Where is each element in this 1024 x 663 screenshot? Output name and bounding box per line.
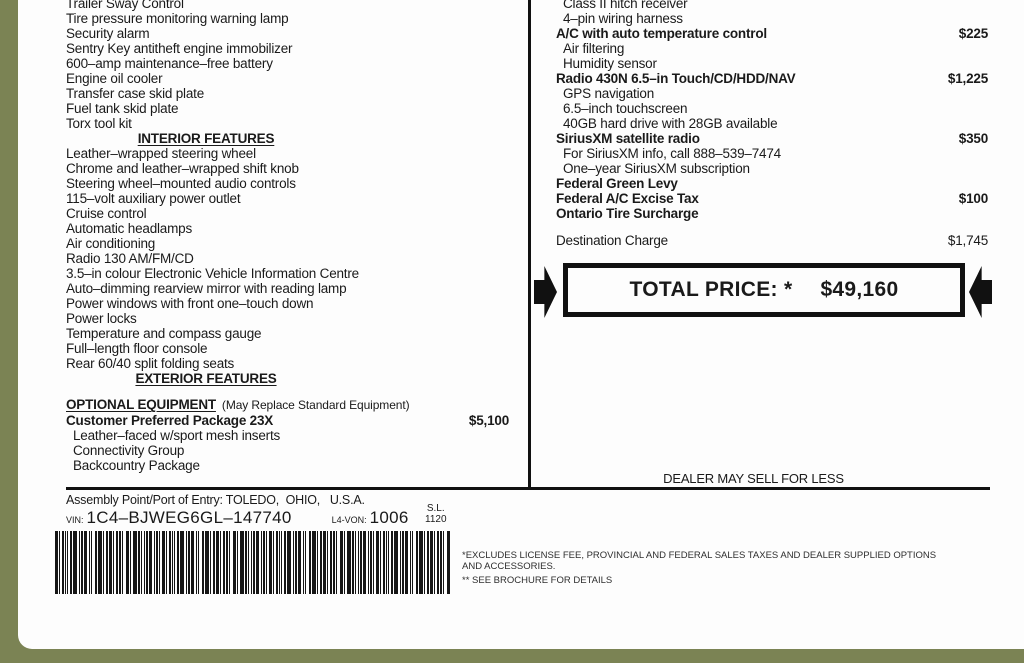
- option-row: [556, 56, 988, 71]
- option-row: [556, 191, 988, 206]
- optional-equipment-section: [66, 397, 509, 473]
- feature-item: Fuel tank skid plate: [66, 101, 179, 116]
- option-row: [556, 101, 988, 116]
- feature-item: Leather–wrapped steering wheel: [66, 146, 256, 161]
- option-row: [556, 131, 988, 146]
- option-row: [556, 161, 988, 176]
- disclaimer-line: ** SEE BROCHURE FOR DETAILS: [462, 575, 613, 586]
- von-label: L4-VON:: [331, 515, 367, 525]
- feature-item: Temperature and compass gauge: [66, 326, 262, 341]
- vin-label: VIN:: [66, 515, 84, 525]
- option-price: $1,225: [947, 71, 988, 86]
- feature-item: Auto–dimming rearview mirror with reading lamp: [66, 281, 347, 296]
- feature-item: Full–length floor console: [66, 341, 208, 356]
- destination-charge-row: [556, 233, 988, 248]
- total-price-value: $49,160: [820, 278, 899, 301]
- option-row: [556, 26, 988, 41]
- feature-item: Security alarm: [66, 26, 150, 41]
- feature-item: Sentry Key antitheft engine immobilizer: [66, 41, 293, 56]
- option-label: Class II hitch receiver: [563, 0, 688, 11]
- sl-block: [425, 503, 447, 525]
- feature-item: Power locks: [66, 311, 137, 326]
- option-price: $225: [958, 26, 988, 41]
- destination-charge-price: $1,745: [947, 233, 988, 248]
- package-item: Connectivity Group: [73, 443, 185, 458]
- option-label: SiriusXM satellite radio: [556, 131, 700, 146]
- option-row: [556, 86, 988, 101]
- column-divider: [528, 0, 531, 489]
- price-arrow-right-icon: [969, 266, 992, 318]
- feature-item: Cruise control: [66, 206, 147, 221]
- option-row: [556, 116, 988, 131]
- option-label: Radio 430N 6.5–in Touch/CD/HDD/NAV: [556, 71, 796, 86]
- feature-item: Rear 60/40 split folding seats: [66, 356, 235, 371]
- vin-row: [66, 508, 409, 528]
- option-row: [556, 71, 988, 86]
- option-label: One–year SiriusXM subscription: [563, 161, 750, 176]
- exterior-features-header: EXTERIOR FEATURES: [135, 371, 277, 386]
- feature-item: Radio 130 AM/FM/CD: [66, 251, 194, 266]
- assembly-point-line: Assembly Point/Port of Entry: TOLEDO, OHIO, U.S.A.: [66, 493, 365, 507]
- feature-item: 115–volt auxiliary power outlet: [66, 191, 241, 206]
- option-label: GPS navigation: [563, 86, 655, 101]
- footer-divider: [66, 487, 990, 490]
- left-column: [66, 0, 509, 473]
- von-value: 1006: [369, 508, 409, 527]
- feature-item: Automatic headlamps: [66, 221, 193, 236]
- option-label: 40GB hard drive with 28GB available: [563, 116, 778, 131]
- disclaimer-line: *EXCLUDES LICENSE FEE, PROVINCIAL AND FEDERAL SALES TAXES AND DEALER SUPPLIED OPTIONS: [462, 550, 937, 561]
- feature-item: Air conditioning: [66, 236, 156, 251]
- optional-equipment-note: (May Replace Standard Equipment): [221, 398, 410, 412]
- sl-label: S.L.: [426, 503, 445, 514]
- interior-features-header: INTERIOR FEATURES: [137, 131, 275, 146]
- option-row: [556, 206, 988, 221]
- package-item: Backcountry Package: [73, 458, 200, 473]
- feature-item: Power windows with front one–touch down: [66, 296, 314, 311]
- option-row: [556, 146, 988, 161]
- package-item: Leather–faced w/sport mesh inserts: [73, 428, 281, 443]
- option-label: For SiriusXM info, call 888–539–7474: [563, 146, 781, 161]
- sticker-paper: [18, 0, 1024, 649]
- feature-item: Transfer case skid plate: [66, 86, 205, 101]
- feature-item: 600–amp maintenance–free battery: [66, 56, 273, 71]
- vin-barcode: [55, 531, 453, 594]
- right-column: [556, 0, 988, 248]
- total-price-box: [563, 263, 965, 317]
- disclaimer-line: AND ACCESSORIES.: [462, 560, 556, 572]
- option-label: Federal Green Levy: [556, 176, 678, 191]
- vin-value: 1C4–BJWEG6GL–147740: [86, 508, 292, 527]
- feature-item: Steering wheel–mounted audio controls: [66, 176, 296, 191]
- option-label: Humidity sensor: [563, 56, 657, 71]
- total-price-label: TOTAL PRICE: *: [629, 278, 793, 301]
- option-row: [556, 176, 988, 191]
- feature-item: Engine oil cooler: [66, 71, 163, 86]
- package-row: [66, 413, 509, 428]
- option-label: Ontario Tire Surcharge: [556, 206, 699, 221]
- option-row: [556, 41, 988, 56]
- option-label: 6.5–inch touchscreen: [563, 101, 688, 116]
- option-label: 4–pin wiring harness: [563, 11, 683, 26]
- destination-charge-label: Destination Charge: [556, 233, 668, 248]
- feature-item: Torx tool kit: [66, 116, 132, 131]
- option-price: $100: [958, 191, 988, 206]
- optional-equipment-header: OPTIONAL EQUIPMENT: [66, 397, 216, 412]
- option-row: [556, 0, 988, 11]
- feature-item: 3.5–in colour Electronic Vehicle Information Centre: [66, 266, 359, 281]
- price-arrow-left-icon: [534, 266, 557, 318]
- sl-value: 1120: [425, 514, 447, 525]
- feature-item: Trailer Sway Control: [66, 0, 184, 11]
- option-label: Federal A/C Excise Tax: [556, 191, 699, 206]
- option-label: A/C with auto temperature control: [556, 26, 767, 41]
- option-row: [556, 11, 988, 26]
- package-price: $5,100: [468, 413, 509, 428]
- disclaimer-block: [462, 551, 936, 587]
- package-name: Customer Preferred Package 23X: [66, 413, 274, 428]
- feature-item: Chrome and leather–wrapped shift knob: [66, 161, 299, 176]
- feature-item: Tire pressure monitoring warning lamp: [66, 11, 289, 26]
- option-price: $350: [958, 131, 988, 146]
- dealer-note: DEALER MAY SELL FOR LESS: [663, 471, 844, 486]
- option-label: Air filtering: [563, 41, 625, 56]
